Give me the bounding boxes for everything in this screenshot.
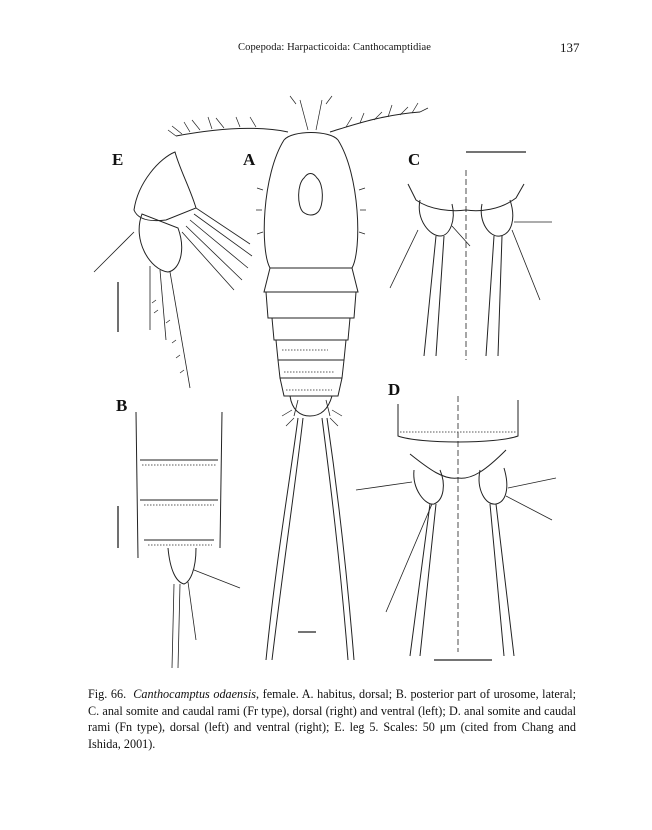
panel-label-c: C xyxy=(408,150,421,169)
species-name: Canthocamptus odaensis xyxy=(133,687,257,701)
panel-label-a: A xyxy=(243,150,256,169)
caption-text: , female. A. habitus, dorsal; B. posterior part of urosome, lateral; C. anal somite and caudal rami (Fr type), dorsal (right) and ventral (left); D. anal somite and caudal rami (Fn type), dorsal (left) and ventral (right); E. leg 5. Scales: 50 μm (cited from Chang and Ishida, 2001). xyxy=(88,687,577,751)
panel-e-leg5 xyxy=(94,152,252,388)
panel-label-e: E xyxy=(112,150,124,169)
panel-d-caudal-rami xyxy=(356,396,556,660)
panel-c-caudal-rami xyxy=(390,152,552,360)
panel-label-d: D xyxy=(388,380,401,399)
panel-b-urosome xyxy=(118,412,240,668)
figure-number: Fig. 66. xyxy=(88,687,127,701)
page-number: 137 xyxy=(560,40,580,55)
panel-label-b: B xyxy=(116,396,128,415)
running-head: Copepoda: Harpacticoida: Canthocamptidiae xyxy=(238,42,432,53)
figure-caption xyxy=(88,686,576,752)
